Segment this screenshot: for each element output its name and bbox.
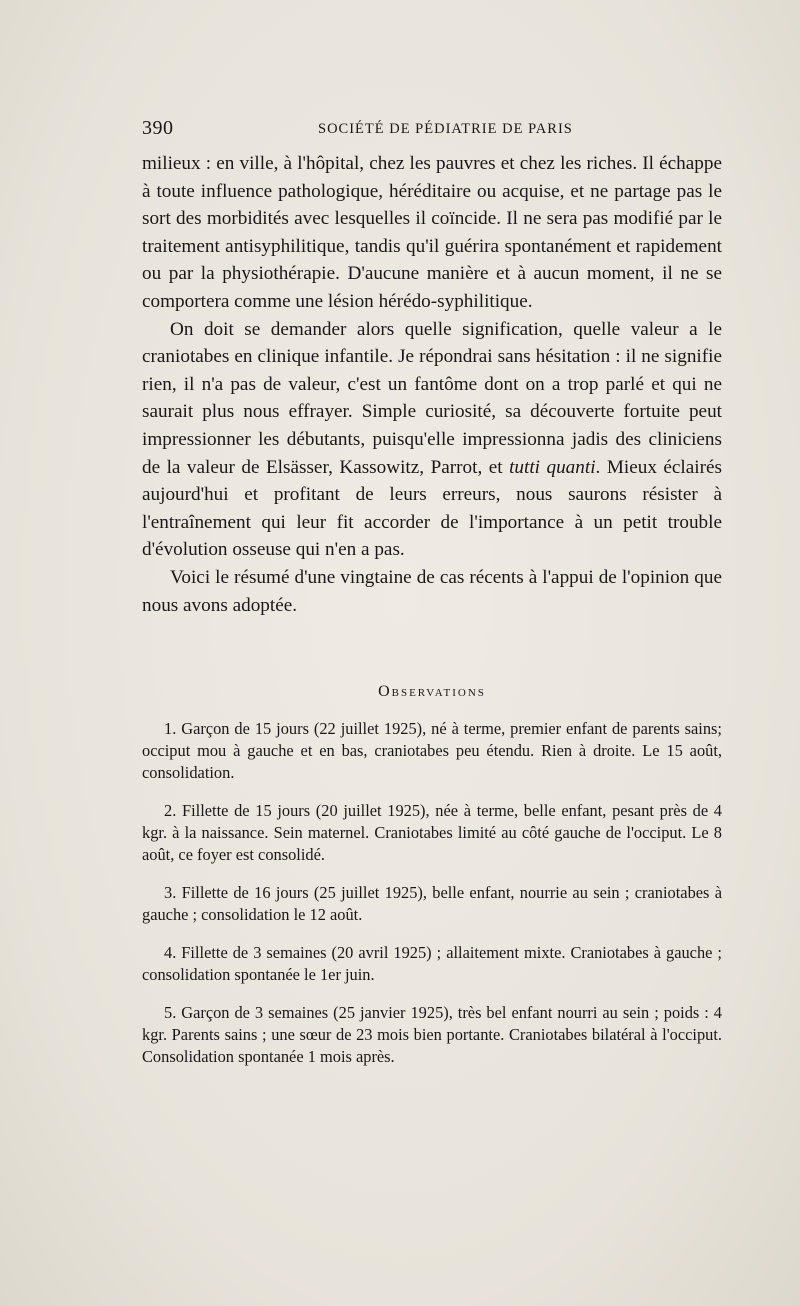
paragraph-1: milieux : en ville, à l'hôpital, chez les pauvres et chez les riches. Il échappe à toute influence pathologique, héréditaire ou acquise, et ne partage pas le sort des morbidités avec lesquelles il coïncide. Il ne sera pas modifié par le traitement antisyphilitique, tandis qu'il guérira spontanément et rapidement ou par la physiothérapie. D'aucune manière et à aucun moment, il ne se comportera comme une lésion hérédo-syphilitique.: [142, 153, 722, 312]
observation-item: 2. Fillette de 15 jours (20 juillet 1925), née à terme, belle enfant, pesant près de 4 kgr. à la naissance. Sein maternel. Craniotabes limité au côté gauche de l'occiput. Le 8 août, ce foyer est consolidé.: [142, 801, 722, 864]
paragraph-2-italic: tutti quanti: [509, 456, 596, 478]
paragraph-2: [142, 316, 722, 564]
running-head: SOCIÉTÉ DE PÉDIATRIE DE PARIS: [318, 121, 573, 137]
paragraph-3: Voici le résumé d'une vingtaine de cas récents à l'appui de l'opinion que nous avons adoptée.: [142, 566, 722, 616]
paragraph-2-end: . Mieux éclairés aujourd'hui et profitant de leurs erreurs, nous saurons résister à l'entraînement qui leur fit accorder de l'importance à un petit trouble d'évolution osseuse qui n'en a pas.: [142, 456, 722, 561]
observation-item: 1. Garçon de 15 jours (22 juillet 1925), né à terme, premier enfant de parents sains; occiput mou à gauche et en bas, craniotabes peu étendu. Rien à droite. Le 15 août, consolidation.: [142, 719, 722, 782]
observation-item: 3. Fillette de 16 jours (25 juillet 1925), belle enfant, nourrie au sein ; craniotabes à gauche ; consolidation le 12 août.: [142, 883, 722, 924]
paragraph-2-start: On doit se demander alors quelle signification, quelle valeur a le craniotabes en clinique infantile. Je répondrai sans hésitation : il ne signifie rien, il n'a pas de valeur, c'est un fantôme dont on a trop parlé et qui ne saurait plus nous effrayer. Simple curiosité, sa découverte fortuite peut impressionner les débutants, puisqu'elle impressionna jadis des cliniciens de la valeur de Elsässer, Kassowitz, Parrot, et: [142, 318, 722, 478]
page-number: 390: [142, 117, 174, 139]
observation-item: 4. Fillette de 3 semaines (20 avril 1925) ; allaitement mixte. Craniotabes à gauche ; consolidation spontanée le 1er juin.: [142, 943, 722, 984]
section-title: Observations: [378, 683, 486, 700]
page-header: [142, 117, 722, 143]
observations-list: [142, 718, 722, 1068]
observation-item: 5. Garçon de 3 semaines (25 janvier 1925), très bel enfant nourri au sein ; poids : 4 kgr. Parents sains ; une sœur de 23 mois bien portante. Craniotabes bilatéral à l'occiput. Consolidation spontanée 1 mois après.: [142, 1003, 722, 1066]
body-text: [142, 150, 722, 619]
